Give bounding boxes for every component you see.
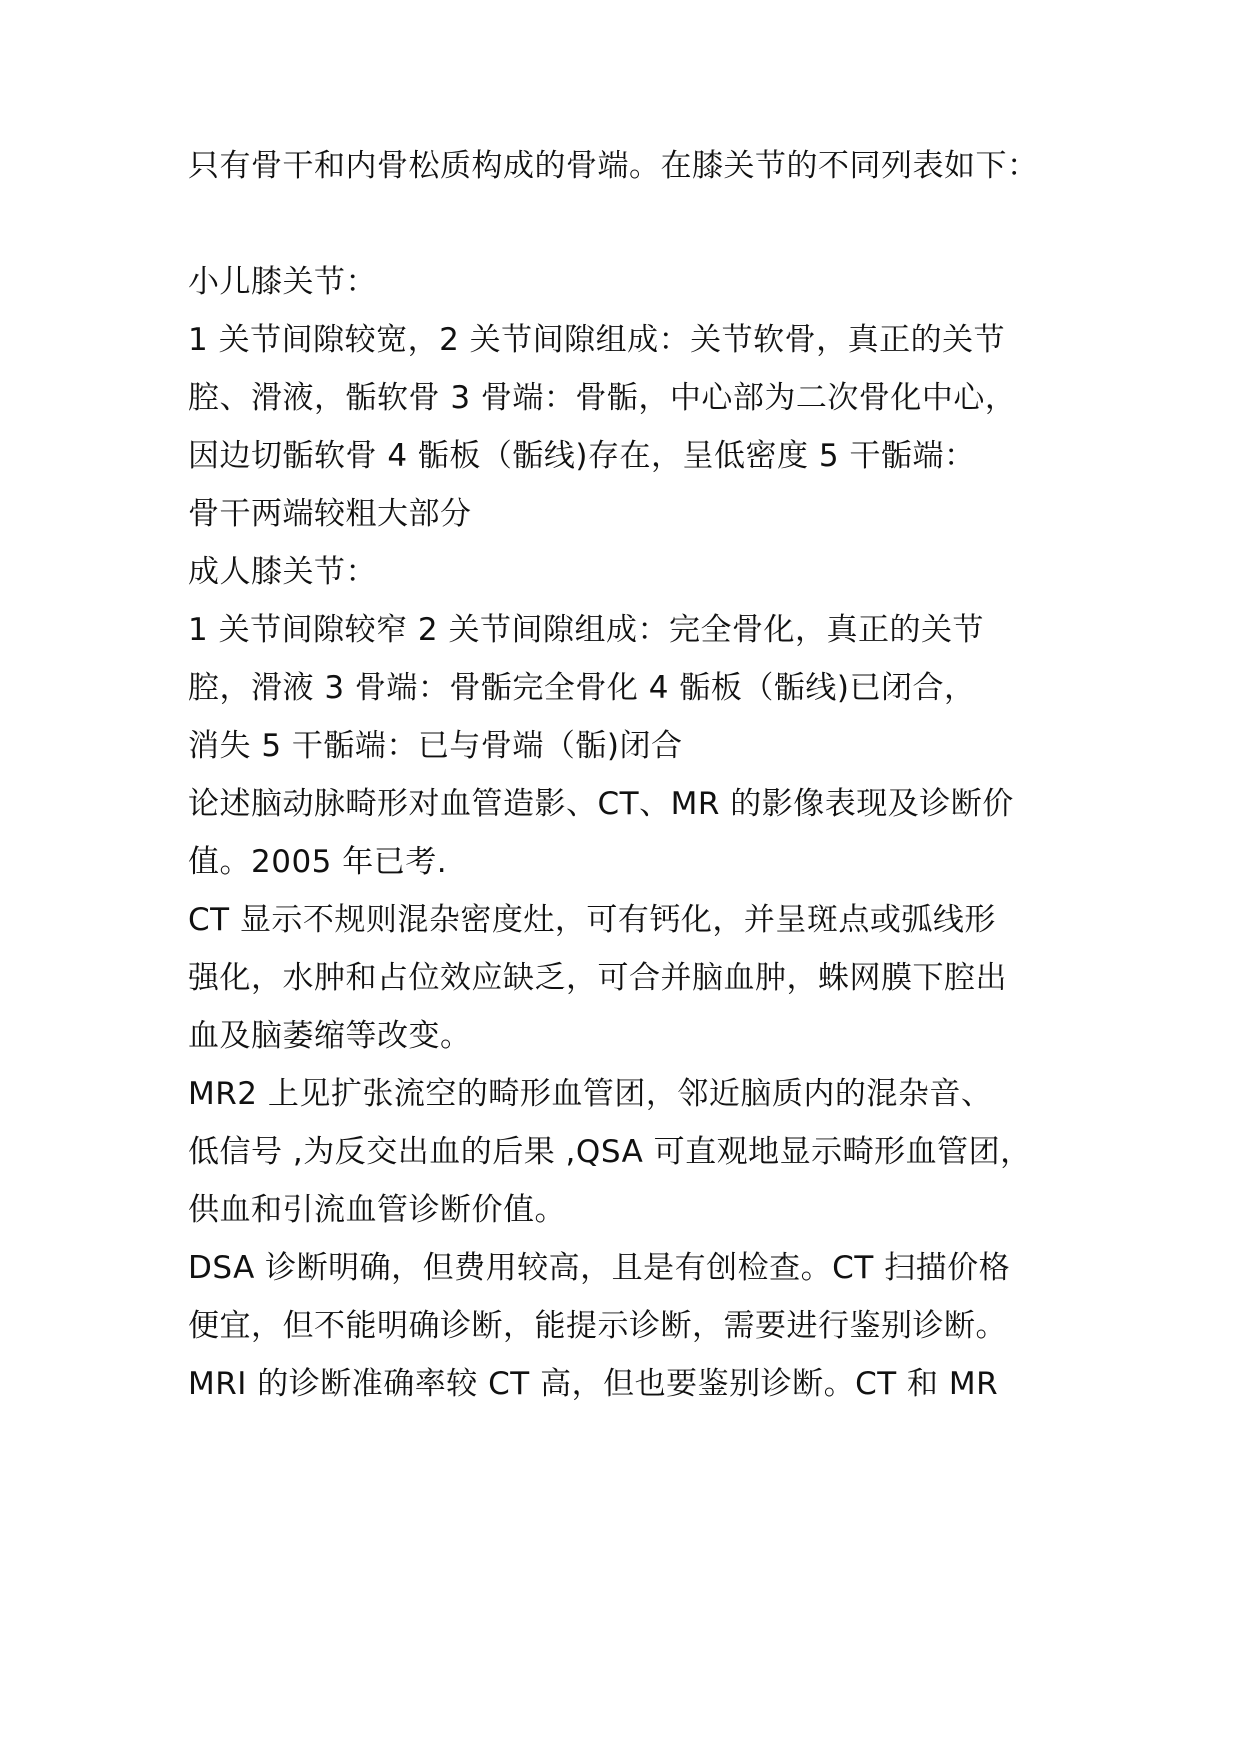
text-line: 消失 5 干骺端：已与骨端（骺)闭合 (188, 728, 683, 764)
text-line: 1 关节间隙较宽，2 关节间隙组成：关节软骨，真正的关节 (188, 322, 1006, 358)
section-heading-adult-knee: 成人膝关节： (188, 554, 377, 590)
text-line: 因边切骺软骨 4 骺板（骺线)存在，呈低密度 5 干骺端： (188, 438, 976, 474)
text-line: 血及脑萎缩等改变。 (188, 1018, 472, 1054)
text-line: 强化，水肿和占位效应缺乏，可合并脑血肿，蛛网膜下腔出 (188, 960, 1007, 996)
text-line: CT 显示不规则混杂密度灶，可有钙化，并呈斑点或弧线形 (188, 902, 996, 938)
question-line: 论述脑动脉畸形对血管造影、CT、MR 的影像表现及诊断价 (188, 786, 1014, 822)
text-line: 低信号 ,为反交出血的后果 ,QSA 可直观地显示畸形血管团， (188, 1134, 1032, 1170)
text-line: 骨干两端较粗大部分 (188, 496, 472, 532)
section-heading-child-knee: 小儿膝关节： (188, 264, 377, 300)
text-line: 腔，滑液 3 骨端：骨骺完全骨化 4 骺板（骺线)已闭合， (188, 670, 976, 706)
text-line: MR2 上见扩张流空的畸形血管团，邻近脑质内的混杂音、 (188, 1076, 993, 1112)
text-line: 供血和引流血管诊断价值。 (188, 1192, 566, 1228)
text-line: 便宜，但不能明确诊断，能提示诊断，需要进行鉴别诊断。 (188, 1308, 1007, 1344)
text-line: 腔、滑液，骺软骨 3 骨端：骨骺，中心部为二次骨化中心， (188, 380, 1017, 416)
text-line: 1 关节间隙较窄 2 关节间隙组成：完全骨化，真正的关节 (188, 612, 985, 648)
text-line: 只有骨干和内骨松质构成的骨端。在膝关节的不同列表如下： (188, 148, 1039, 184)
question-line: 值。2005 年已考. (188, 844, 448, 880)
text-line: DSA 诊断明确，但费用较高，且是有创检查。CT 扫描价格 (188, 1250, 1011, 1286)
text-line: MRI 的诊断准确率较 CT 高，但也要鉴别诊断。CT 和 MR (188, 1366, 999, 1402)
